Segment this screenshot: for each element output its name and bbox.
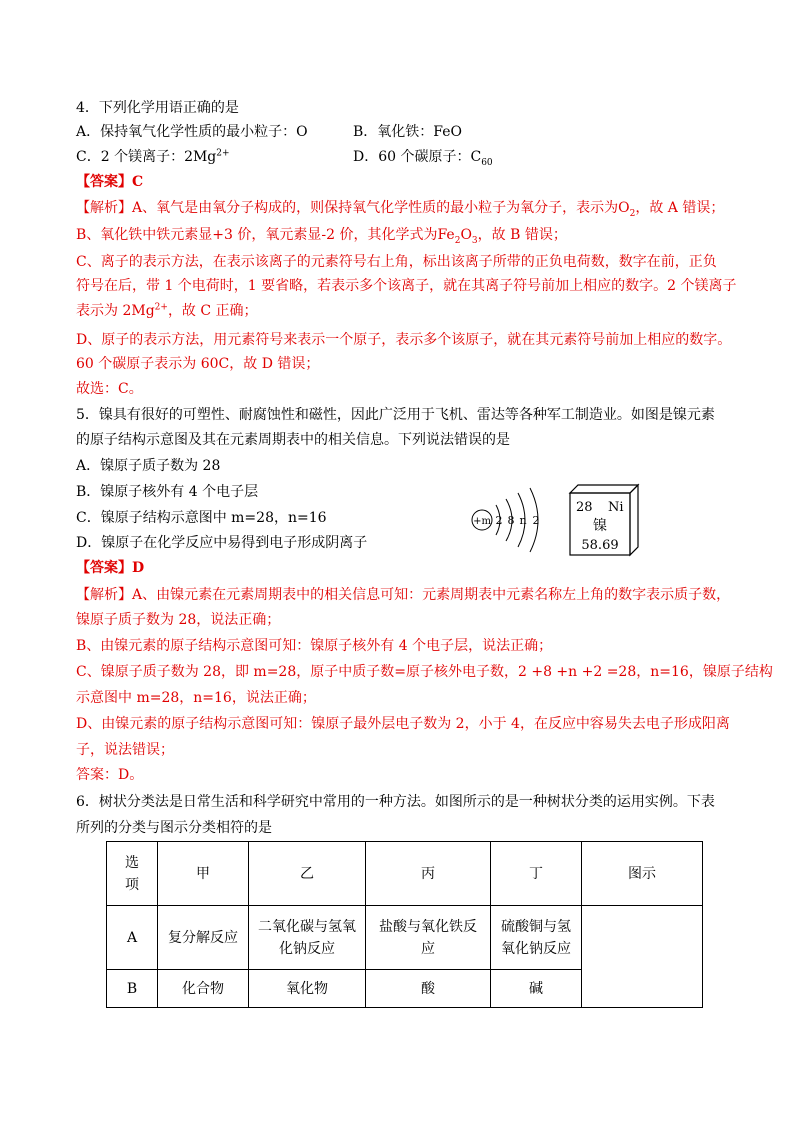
q4-exp1-sub: 2 xyxy=(629,208,636,219)
q4-explanation-1 xyxy=(76,198,724,218)
row-b-bing: 酸 xyxy=(366,970,491,1008)
table-header-row xyxy=(107,842,703,906)
element-atomic-number: 28 xyxy=(576,500,593,515)
q5-explanation-1: 【解析】A、由镍元素在元素周期表中的相关信息可知：元素周期表中元素名称左上角的数字表示质子数， xyxy=(76,587,731,603)
q4-exp5-text: 表示为 2Mg xyxy=(76,303,155,319)
element-atomic-mass: 58.69 xyxy=(581,538,619,553)
q4-exp2-text: B、氧化铁中铁元素显+3 价，氧元素显-2 价，其化学式为Fe xyxy=(76,227,455,243)
q4-option-d-text: D．60 个碳原子：C xyxy=(353,149,482,165)
row-a-jia: 复分解反应 xyxy=(158,906,249,970)
row-a-ding-line-1: 硫酸铜与氢 xyxy=(501,918,571,935)
q5-option-d: D．镍原子在化学反应中易得到电子形成阴离子 xyxy=(76,535,368,551)
box-side-face xyxy=(630,485,638,555)
q6-stem-1: 6．树状分类法是日常生活和科学研究中常用的一种方法。如图所示的是一种树状分类的运用实例。下表 xyxy=(76,794,715,810)
header-option-line-2: 项 xyxy=(125,876,139,893)
q4-explanation-8: 故选：C。 xyxy=(76,381,143,397)
row-a-yi xyxy=(249,906,366,970)
atom-structure-diagram xyxy=(468,485,558,555)
q4-exp5-post: ，故 C 正确； xyxy=(167,303,258,319)
q4-option-a: A．保持氧气化学性质的最小粒子：O xyxy=(76,124,308,140)
q5-stem-2: 的原子结构示意图及其在元素周期表中的相关信息。下列说法错误的是 xyxy=(76,432,510,448)
row-a-yi-line-2: 化钠反应 xyxy=(279,940,335,957)
header-option-cell xyxy=(107,842,158,906)
q4-option-d-sub: 60 xyxy=(481,157,493,168)
shell-electrons-3: n xyxy=(519,514,527,527)
q5-explanation-2: 镍原子质子数为 28，说法正确； xyxy=(76,612,281,628)
row-b-yi: 氧化物 xyxy=(249,970,366,1008)
q6-stem-2: 所列的分类与图示分类相符的是 xyxy=(76,820,272,836)
diagram-cell xyxy=(582,906,703,1008)
q5-option-b: B．镍原子核外有 4 个电子层 xyxy=(76,484,259,500)
q4-exp1-post: ，故 A 错误； xyxy=(635,200,725,216)
q4-explanation-5 xyxy=(76,301,258,321)
row-b-ding: 碱 xyxy=(491,970,582,1008)
header-bing-cell: 丙 xyxy=(366,842,491,906)
q4-option-c-charge: 2+ xyxy=(216,148,230,159)
q5-stem-1: 5．镍具有很好的可塑性、耐腐蚀性和磁性，因此广泛用于飞机、雷达等各种军工制造业。如图是镍元素 xyxy=(76,407,715,423)
header-yi-cell: 乙 xyxy=(249,842,366,906)
q4-option-c xyxy=(76,147,230,167)
row-a-bing-line-2: 应 xyxy=(421,940,435,957)
q5-explanation-8: 答案：D。 xyxy=(76,767,144,783)
q4-exp2-mid: O xyxy=(460,227,472,243)
row-a-option: A xyxy=(107,906,158,970)
q5-explanation-4: C、镍原子质子数为 28，即 m=28，原子中质子数=原子核外电子数，2 +8 +n +2 =28，n=16，镍原子结构 xyxy=(76,664,773,680)
row-a-ding-line-2: 氧化钠反应 xyxy=(501,940,571,957)
shell-electrons-2: 8 xyxy=(507,514,515,527)
shell-electrons-4: 2 xyxy=(532,514,540,527)
q4-option-d xyxy=(353,147,493,167)
row-a-bing-line-1: 盐酸与氧化铁反 xyxy=(379,918,477,935)
row-b-option: B xyxy=(107,970,158,1008)
row-a-yi-line-1: 二氧化碳与氢氧 xyxy=(258,918,356,935)
element-symbol: Ni xyxy=(608,500,624,515)
q4-exp1-text: 【解析】A、氧气是由氧分子构成的，则保持氧气化学性质的最小粒子为氧分子，表示为O xyxy=(76,200,630,216)
element-name: 镍 xyxy=(593,518,607,534)
nucleus-charge: +m xyxy=(473,516,491,527)
row-b-jia: 化合物 xyxy=(158,970,249,1008)
table-row xyxy=(107,906,703,970)
shell-electrons-1: 2 xyxy=(495,514,503,527)
q4-answer: 【答案】C xyxy=(76,174,144,190)
box-top-face xyxy=(570,485,638,493)
q4-exp5-charge: 2+ xyxy=(154,302,168,313)
header-diagram-cell: 图示 xyxy=(582,842,703,906)
q4-explanation-6: D、原子的表示方法，用元素符号来表示一个原子，表示多个该原子，就在其元素符号前加上相应的数字。 xyxy=(76,332,732,348)
element-periodic-box xyxy=(562,483,642,561)
q4-exp2-post: ，故 B 错误； xyxy=(477,227,567,243)
q4-option-c-text: C．2 个镁离子：2Mg xyxy=(76,149,217,165)
header-option-line-1: 选 xyxy=(125,854,139,871)
header-jia-cell: 甲 xyxy=(158,842,249,906)
q4-option-b: B．氧化铁：FeO xyxy=(353,124,462,140)
q6-classification-table xyxy=(106,841,703,1008)
q5-explanation-6: D、由镍元素的原子结构示意图可知：镍原子最外层电子数为 2，小于 4，在反应中容易失去电子形成阳离 xyxy=(76,716,730,732)
q5-explanation-5: 示意图中 m=28，n=16，说法正确； xyxy=(76,690,316,706)
q5-option-c: C．镍原子结构示意图中 m=28，n=16 xyxy=(76,510,327,526)
row-a-ding xyxy=(491,906,582,970)
q5-explanation-3: B、由镍元素的原子结构示意图可知：镍原子核外有 4 个电子层，说法正确； xyxy=(76,638,553,654)
q5-option-a: A．镍原子质子数为 28 xyxy=(76,458,221,474)
q4-explanation-2 xyxy=(76,225,567,245)
q4-stem: 4．下列化学用语正确的是 xyxy=(76,100,239,116)
q5-answer: 【答案】D xyxy=(76,560,145,576)
row-a-bing xyxy=(366,906,491,970)
header-ding-cell: 丁 xyxy=(491,842,582,906)
q4-explanation-7: 60 个碳原子表示为 60C，故 D 错误； xyxy=(76,356,320,372)
q4-exp2-sub2: 3 xyxy=(471,235,478,246)
q4-explanation-4: 符号在后，带 1 个电荷时，1 要省略，若表示多个该离子，就在其离子符号前加上相应的数字。2 个镁离子 xyxy=(76,278,737,294)
q4-exp2-sub1: 2 xyxy=(454,235,461,246)
q5-explanation-7: 子，说法错误； xyxy=(76,742,174,758)
q4-explanation-3: C、离子的表示方法，在表示该离子的元素符号右上角，标出该离子所带的正负电荷数，数字在前，正负 xyxy=(76,254,717,270)
